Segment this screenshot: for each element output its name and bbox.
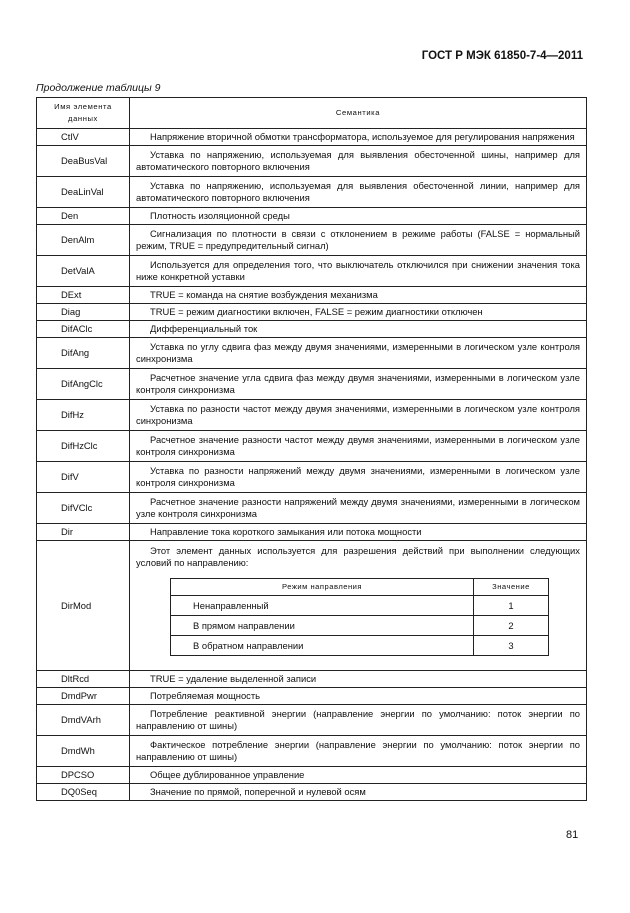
element-semantics	[130, 256, 587, 287]
element-name: DifAngClc	[37, 369, 130, 400]
element-semantics	[130, 524, 587, 541]
semantics-text: Потребление реактивной энергии (направление энергии по умолчанию: поток энергии по направлению от шины)	[136, 708, 580, 731]
element-name: DirMod	[37, 541, 130, 671]
sub-table-row	[171, 636, 549, 656]
element-name: DeaLinVal	[37, 177, 130, 208]
element-semantics	[130, 784, 587, 801]
semantics-text: Дифференциальный ток	[150, 323, 258, 334]
element-name: Den	[37, 208, 130, 225]
table-row	[37, 304, 587, 321]
semantics-text: Уставка по разности напряжений между двумя значениями, измеренными в логическом узле контроля синхронизма	[136, 465, 580, 488]
element-name: DmdPwr	[37, 688, 130, 705]
element-semantics	[130, 146, 587, 177]
element-name: Dir	[37, 524, 130, 541]
sub-header-mode: Режим направления	[171, 579, 474, 596]
col-header-name: Имя элемента данных	[37, 98, 130, 129]
table-row	[37, 736, 587, 767]
semantics-text: TRUE = удаление выделенной записи	[150, 673, 317, 684]
document-id: ГОСТ Р МЭК 61850-7-4—2011	[421, 50, 583, 62]
table-row	[37, 338, 587, 369]
table-row	[37, 369, 587, 400]
semantics-text: Плотность изоляционной среды	[150, 210, 290, 221]
mode-label: В прямом направлении	[171, 616, 474, 636]
element-name: DifAClc	[37, 321, 130, 338]
element-semantics	[130, 129, 587, 146]
element-semantics	[130, 225, 587, 256]
element-name: CtlV	[37, 129, 130, 146]
mode-label: Ненаправленный	[171, 596, 474, 616]
mode-value: 1	[474, 596, 549, 616]
direction-mode-table	[170, 578, 549, 656]
element-semantics	[130, 208, 587, 225]
table-row	[37, 705, 587, 736]
table-row	[37, 129, 587, 146]
dirmod-description: Этот элемент данных используется для разрешения действий при выполнении следующих условий по направлению:	[136, 545, 580, 568]
element-name: Diag	[37, 304, 130, 321]
element-semantics	[130, 400, 587, 431]
col-header-semantics: Семантика	[130, 98, 587, 129]
sub-table-header	[171, 579, 549, 596]
element-semantics	[130, 177, 587, 208]
element-name: DExt	[37, 287, 130, 304]
table-caption: Продолжение таблицы 9	[36, 82, 161, 94]
semantics-text: Потребляемая мощность	[150, 690, 261, 701]
element-semantics	[130, 767, 587, 784]
element-name: DetValA	[37, 256, 130, 287]
semantics-text: Сигнализация по плотности в связи с отклонением в режиме работы (FALSE = нормальный режим, TRUE = предупредительный сигнал)	[136, 228, 580, 251]
element-name: DifV	[37, 462, 130, 493]
semantics-text: Расчетное значение разности напряжений между двумя значениями, измеренными в логическом узле контроля синхронизма	[136, 496, 580, 519]
semantics-text: Расчетное значение разности частот между двумя значениями, измеренными в логическом узле контроля синхронизма	[136, 434, 580, 457]
semantics-text: Уставка по напряжению, используемая для выявления обесточенной шины, например для автоматического повторного включения	[136, 149, 580, 172]
element-name: DeaBusVal	[37, 146, 130, 177]
table-row	[37, 493, 587, 524]
table-row	[37, 671, 587, 688]
data-table	[36, 97, 587, 801]
table-header-row	[37, 98, 587, 129]
table-row	[37, 767, 587, 784]
page-number: 81	[566, 829, 579, 841]
semantics-text: Общее дублированное управление	[150, 769, 305, 780]
table-row	[37, 321, 587, 338]
semantics-text: Расчетное значение угла сдвига фаз между двумя значениями, измеренными в логическом узле контроля синхронизма	[136, 372, 580, 395]
semantics-text: Значение по прямой, поперечной и нулевой осям	[150, 786, 366, 797]
element-semantics	[130, 705, 587, 736]
semantics-text: Фактическое потребление энергии (направление энергии по умолчанию: поток энергии по направлению от шины)	[136, 739, 580, 762]
table-row	[37, 400, 587, 431]
semantics-text: Направление тока короткого замыкания или потока мощности	[150, 526, 422, 537]
sub-table-row	[171, 596, 549, 616]
element-name: DifHzClc	[37, 431, 130, 462]
semantics-text: Напряжение вторичной обмотки трансформатора, используемое для регулирования напряжения	[150, 131, 575, 142]
semantics-text: Уставка по разности частот между двумя значениями, измеренными в логическом узле контроля синхронизма	[136, 403, 580, 426]
element-name: DifVClc	[37, 493, 130, 524]
element-semantics	[130, 287, 587, 304]
table-row	[37, 688, 587, 705]
element-semantics	[130, 369, 587, 400]
element-name: DmdVArh	[37, 705, 130, 736]
mode-label: В обратном направлении	[171, 636, 474, 656]
element-name: DPCSO	[37, 767, 130, 784]
table-row	[37, 431, 587, 462]
table-row	[37, 256, 587, 287]
element-name: DifHz	[37, 400, 130, 431]
element-name: DenAlm	[37, 225, 130, 256]
element-semantics	[130, 493, 587, 524]
semantics-text: Уставка по напряжению, используемая для выявления обесточенной линии, например для автоматического повторного включения	[136, 180, 580, 203]
element-name: DifAng	[37, 338, 130, 369]
table-row-dirmod	[37, 541, 587, 671]
semantics-text: Уставка по углу сдвига фаз между двумя значениями, измеренными в логическом узле контроля синхронизма	[136, 341, 580, 364]
element-name: DltRcd	[37, 671, 130, 688]
element-semantics	[130, 321, 587, 338]
element-semantics	[130, 338, 587, 369]
table-row	[37, 208, 587, 225]
table-row	[37, 225, 587, 256]
element-semantics	[130, 541, 587, 671]
element-semantics	[130, 688, 587, 705]
sub-header-value: Значение	[474, 579, 549, 596]
table-row	[37, 287, 587, 304]
table-row	[37, 146, 587, 177]
table-row	[37, 462, 587, 493]
element-semantics	[130, 431, 587, 462]
mode-value: 3	[474, 636, 549, 656]
table-row	[37, 784, 587, 801]
element-name: DmdWh	[37, 736, 130, 767]
element-name: DQ0Seq	[37, 784, 130, 801]
element-semantics	[130, 736, 587, 767]
sub-table-row	[171, 616, 549, 636]
element-semantics	[130, 304, 587, 321]
table-row	[37, 177, 587, 208]
element-semantics	[130, 462, 587, 493]
table-row	[37, 524, 587, 541]
mode-value: 2	[474, 616, 549, 636]
element-semantics	[130, 671, 587, 688]
semantics-text: TRUE = команда на снятие возбуждения механизма	[150, 289, 378, 300]
semantics-text: TRUE = режим диагностики включен, FALSE = режим диагностики отключен	[150, 306, 483, 317]
semantics-text: Используется для определения того, что выключатель отключился при снижении значения тока ниже конкретной уставки	[136, 259, 580, 282]
